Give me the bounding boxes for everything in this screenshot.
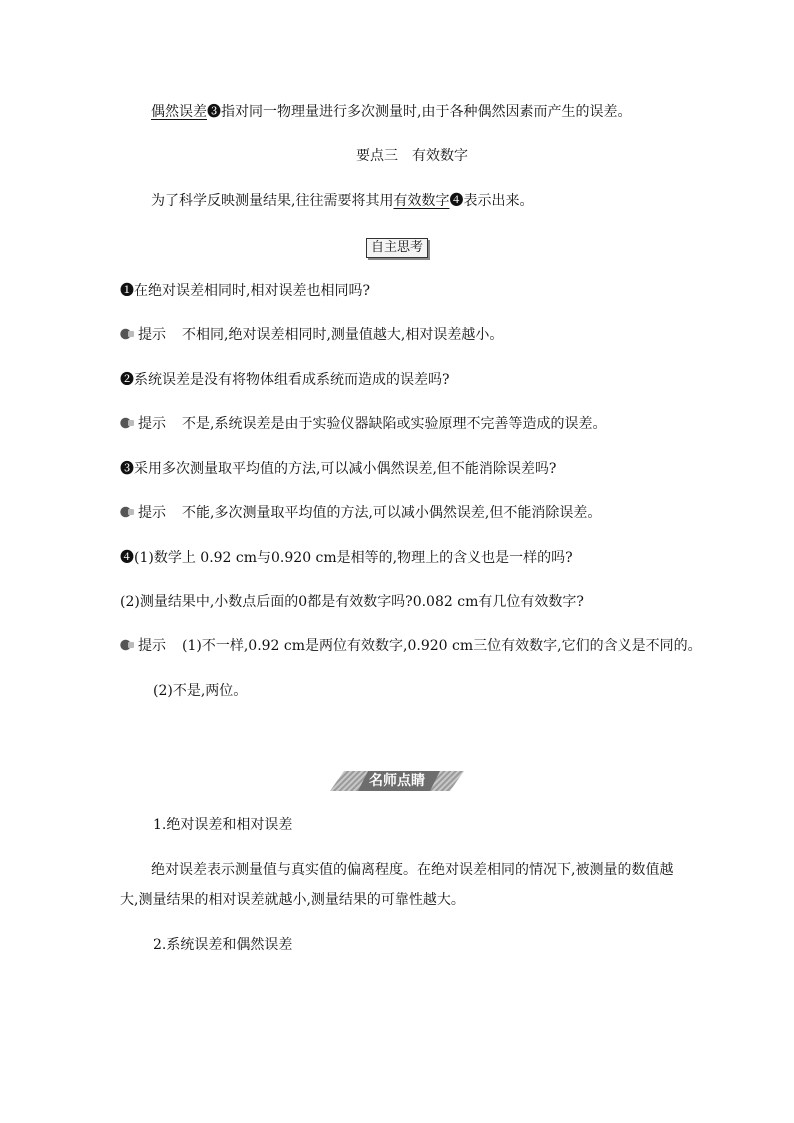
- marker: ❹: [449, 193, 464, 209]
- term-significant-figures: 有效数字: [393, 193, 450, 209]
- paragraph-random-error: [151, 102, 631, 122]
- answer-4-part-1: (1)不一样,0.92 cm是两位有效数字,0.920 cm三位有效数字,它们的含义是不同的。: [182, 638, 702, 654]
- term-random-error: 偶然误差: [151, 104, 207, 120]
- text: 表示出来。: [463, 193, 534, 209]
- definition-text: 指对同一物理量进行多次测量时,由于各种偶然因素而产生的误差。: [221, 104, 632, 120]
- marker: ❸: [207, 104, 221, 120]
- hint-4: [120, 636, 702, 656]
- answer-1: 不相同,绝对误差相同时,测量值越大,相对误差越小。: [182, 327, 504, 343]
- section-1-text-line-2: 大,测量结果的相对误差就越小,测量结果的可靠性越大。: [120, 892, 465, 908]
- hint-label: 提示: [138, 505, 166, 521]
- hint-icon: [120, 328, 134, 340]
- text: 为了科学反映测量结果,往往需要将其用: [151, 193, 394, 209]
- hint-1: [120, 325, 503, 345]
- hint-icon: [120, 639, 134, 651]
- hint-2: [120, 414, 606, 434]
- answer-3: 不能,多次测量取平均值的方法,可以减小偶然误差,但不能消除误差。: [182, 505, 602, 521]
- self-think-label: 自主思考: [366, 238, 428, 258]
- hint-3: [120, 503, 601, 523]
- section-heading: 要点三 有效数字: [356, 148, 468, 164]
- hint-icon: [120, 417, 134, 429]
- answer-4-part-2: (2)不是,两位。: [153, 683, 248, 699]
- question-4-part-2: (2)测量结果中,小数点后面的0都是有效数字吗?0.082 cm有几位有效数字?: [120, 594, 584, 610]
- answer-2: 不是,系统误差是由于实验仪器缺陷或实验原理不完善等造成的误差。: [182, 416, 607, 432]
- question-4-part-1: ❹(1)数学上 0.92 cm与0.920 cm是相等的,物理上的含义也是一样的吗?: [120, 550, 573, 566]
- question-3: ❸采用多次测量取平均值的方法,可以减小偶然误差,但不能消除误差吗?: [120, 461, 557, 477]
- section-1-text-line-1: 绝对误差表示测量值与真实值的偏离程度。在绝对误差相同的情况下,被测量的数值越: [151, 862, 674, 878]
- teacher-tips-banner: [330, 771, 464, 791]
- section-1-title: 1.绝对误差和相对误差: [153, 817, 293, 833]
- banner-title: 名师点睛: [369, 773, 425, 789]
- hint-label: 提示: [138, 327, 166, 343]
- section-2-title: 2.系统误差和偶然误差: [153, 937, 293, 953]
- question-1: ❶在绝对误差相同时,相对误差也相同吗?: [120, 283, 370, 299]
- hint-icon: [120, 506, 134, 518]
- hint-label: 提示: [138, 416, 166, 432]
- hint-label: 提示: [138, 638, 166, 654]
- question-2: ❷系统误差是没有将物体组看成系统而造成的误差吗?: [120, 372, 450, 388]
- paragraph-significant-figures: [151, 191, 533, 211]
